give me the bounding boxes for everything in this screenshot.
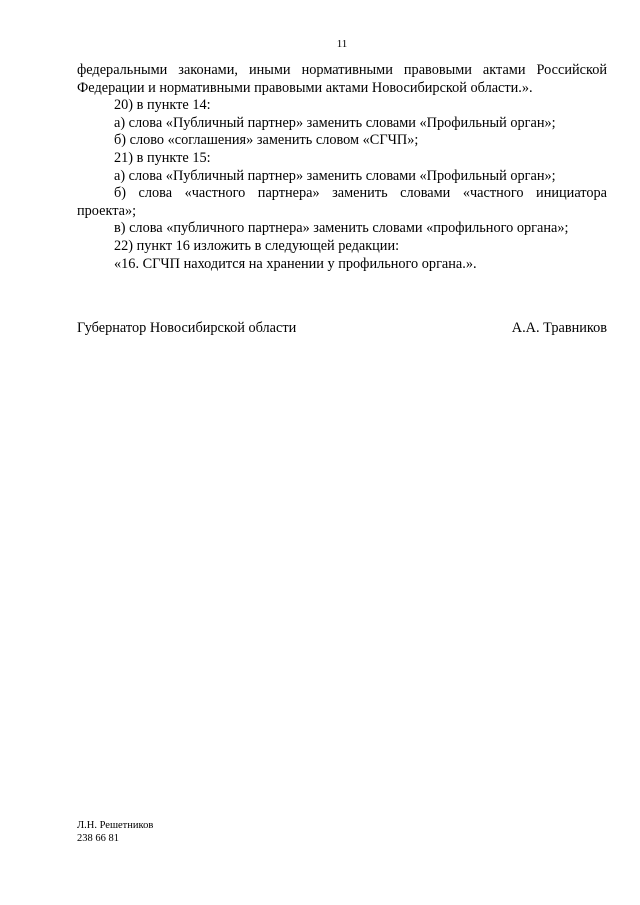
page-number: 11 — [336, 38, 348, 50]
paragraph: «16. СГЧП находится на хранении у профильного органа.». — [114, 255, 477, 272]
document-body — [77, 62, 607, 273]
paragraph: 22) пункт 16 изложить в следующей редакции: — [114, 237, 400, 254]
signature-block — [77, 320, 607, 338]
paragraph: в) слова «публичного партнера» заменить словами «профильного органа»; — [114, 220, 569, 237]
paragraph: федеральными законами, иными нормативными правовыми актами Российской Федерации и нормативными правовыми актами Новосибирской области.». — [77, 62, 607, 96]
paragraph: а) слова «Публичный партнер» заменить словами «Профильный орган»; — [114, 114, 556, 131]
signatory-position: Губернатор Новосибирской области — [77, 320, 297, 336]
paragraph: 20) в пункте 14: — [114, 97, 211, 114]
paragraph: 21) в пункте 15: — [114, 149, 211, 166]
executor-block — [77, 819, 153, 845]
paragraph: б) слово «соглашения» заменить словом «СГЧП»; — [114, 132, 419, 149]
executor-name: Л.Н. Решетников — [77, 820, 154, 831]
paragraph: б) слова «частного партнера» заменить словами «частного инициатора проекта»; — [77, 185, 607, 219]
executor-phone: 238 66 81 — [77, 833, 119, 844]
signatory-name: А.А. Травников — [511, 320, 607, 336]
paragraph: а) слова «Публичный партнер» заменить словами «Профильный орган»; — [114, 167, 556, 184]
